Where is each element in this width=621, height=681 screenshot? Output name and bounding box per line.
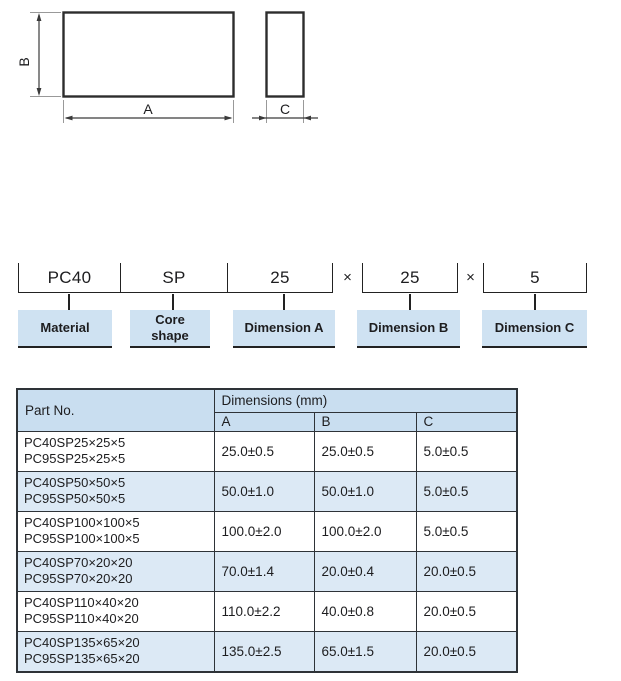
col-header-b: B xyxy=(314,412,416,431)
dim-c-cell: 20.0±0.5 xyxy=(416,631,517,672)
arrow-c-left xyxy=(259,116,267,121)
part-number-dim-a-code: 25 xyxy=(227,263,333,292)
front-view-outline xyxy=(64,13,234,97)
part-number-coreshape-code: SP xyxy=(120,263,227,292)
dim-c-cell: 20.0±0.5 xyxy=(416,591,517,631)
dim-b-cell: 40.0±0.8 xyxy=(314,591,416,631)
legend-box-dim-a: Dimension A xyxy=(233,310,335,348)
part-no-line: PC95SP25×25×5 xyxy=(24,451,126,466)
dim-c-cell: 5.0±0.5 xyxy=(416,511,517,551)
part-no-line: PC40SP70×20×20 xyxy=(24,554,133,570)
dim-c-cell: 20.0±0.5 xyxy=(416,551,517,591)
dim-b-cell: 20.0±0.4 xyxy=(314,551,416,591)
dimension-label-b: B xyxy=(16,57,32,67)
dim-a-cell: 70.0±1.4 xyxy=(214,551,314,591)
part-no-line: PC95SP70×20×20 xyxy=(24,571,133,586)
dim-b-cell: 65.0±1.5 xyxy=(314,631,416,672)
part-no-line: PC40SP135×65×20 xyxy=(24,634,140,650)
table-row xyxy=(17,511,517,551)
dim-b-cell: 50.0±1.0 xyxy=(314,471,416,511)
part-no-line: PC40SP25×25×5 xyxy=(24,434,126,450)
part-no-line: PC40SP50×50×5 xyxy=(24,474,126,490)
dim-a-cell: 25.0±0.5 xyxy=(214,431,314,471)
part-number-dim-b-code: 25 xyxy=(362,263,458,292)
part-number-group-3 xyxy=(483,263,587,293)
legend-box-dim-b: Dimension B xyxy=(357,310,460,348)
part-number-group-2 xyxy=(362,263,458,293)
part-no-line: PC95SP135×65×20 xyxy=(24,651,140,666)
part-no-line: PC95SP50×50×5 xyxy=(24,491,126,506)
col-header-dimensions: Dimensions (mm) xyxy=(214,389,517,412)
legend-box-dim-c: Dimension C xyxy=(482,310,587,348)
part-no-cell xyxy=(17,631,214,672)
part-no-cell xyxy=(17,591,214,631)
table-row xyxy=(17,631,517,672)
side-view-outline xyxy=(267,13,304,97)
connector-coreshape xyxy=(172,294,174,310)
times-separator-1: × xyxy=(343,269,352,286)
part-no-cell xyxy=(17,471,214,511)
connector-dim-b xyxy=(409,294,411,310)
part-no-line: PC95SP100×100×5 xyxy=(24,531,140,546)
legend-box-coreshape: Core shape xyxy=(130,310,210,348)
part-no-line: PC95SP110×40×20 xyxy=(24,611,139,626)
part-number-dim-c-code: 5 xyxy=(483,263,587,292)
table-row xyxy=(17,471,517,511)
arrow-b-down xyxy=(37,88,42,96)
dim-a-cell: 100.0±2.0 xyxy=(214,511,314,551)
table-row xyxy=(17,591,517,631)
dim-b-cell: 100.0±2.0 xyxy=(314,511,416,551)
part-no-line: PC40SP110×40×20 xyxy=(24,594,139,610)
dim-b-cell: 25.0±0.5 xyxy=(314,431,416,471)
part-number-group-1 xyxy=(18,263,333,293)
connector-dim-a xyxy=(283,294,285,310)
connector-dim-c xyxy=(534,294,536,310)
part-no-cell xyxy=(17,551,214,591)
col-header-c: C xyxy=(416,412,517,431)
core-outline-drawing xyxy=(0,0,350,135)
dim-c-cell: 5.0±0.5 xyxy=(416,471,517,511)
arrow-c-right xyxy=(304,116,312,121)
connector-material xyxy=(68,294,70,310)
dimension-label-c: C xyxy=(279,101,291,117)
arrow-b-up xyxy=(37,13,42,21)
times-separator-2: × xyxy=(466,269,475,286)
part-no-cell xyxy=(17,431,214,471)
dim-a-cell: 135.0±2.5 xyxy=(214,631,314,672)
dim-a-cell: 110.0±2.2 xyxy=(214,591,314,631)
arrow-a-left xyxy=(65,116,73,121)
part-no-cell xyxy=(17,511,214,551)
table-header-row-1 xyxy=(17,389,517,412)
col-header-a: A xyxy=(214,412,314,431)
col-header-part-no: Part No. xyxy=(17,389,214,431)
dimension-label-a: A xyxy=(143,101,153,117)
arrow-a-right xyxy=(225,116,233,121)
dimensions-table xyxy=(16,388,518,673)
part-no-line: PC40SP100×100×5 xyxy=(24,514,140,530)
legend-box-material: Material xyxy=(18,310,112,348)
dim-c-cell: 5.0±0.5 xyxy=(416,431,517,471)
dim-a-cell: 50.0±1.0 xyxy=(214,471,314,511)
table-row xyxy=(17,551,517,591)
part-number-material-code: PC40 xyxy=(18,263,120,292)
table-row xyxy=(17,431,517,471)
